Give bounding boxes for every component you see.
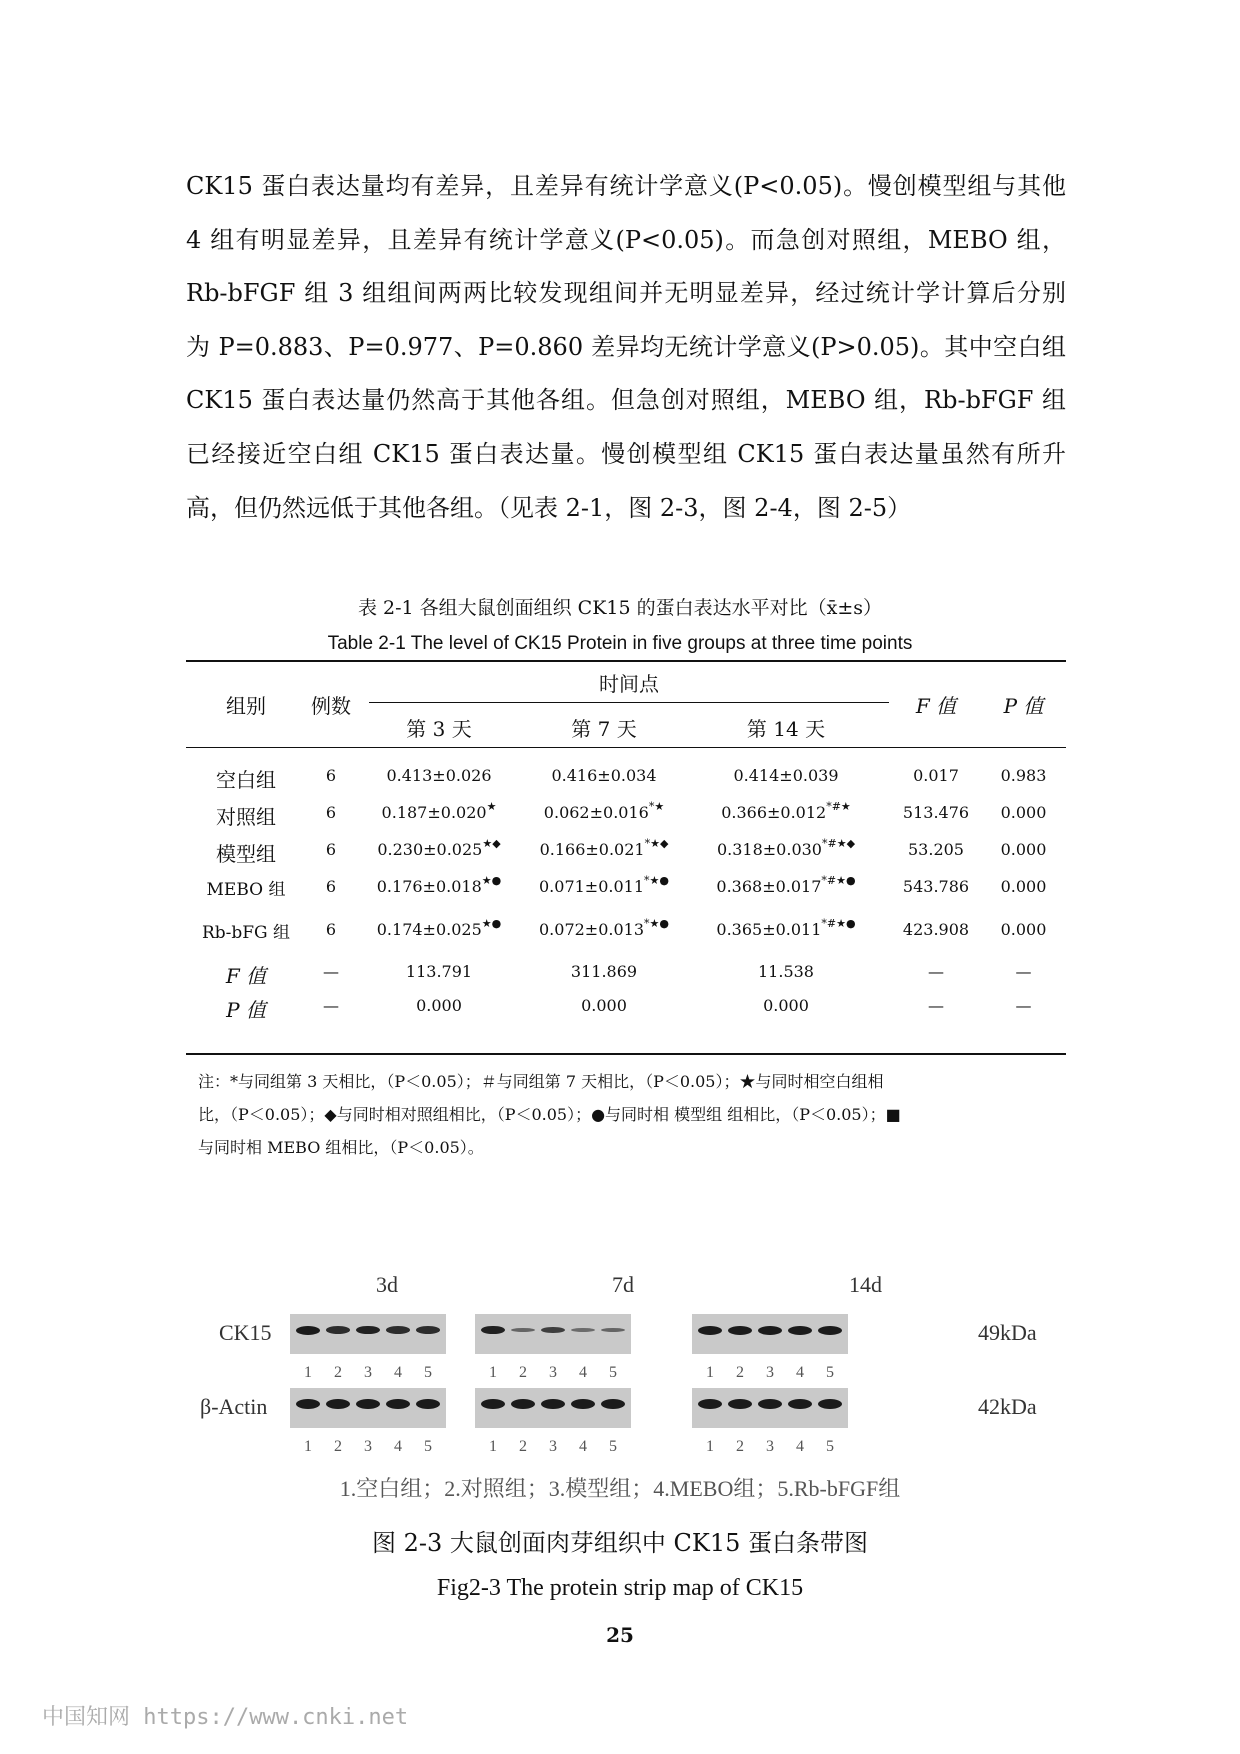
cell-value: 513.476 <box>902 803 970 822</box>
cell-value: 0.000 <box>416 996 462 1015</box>
blot-band <box>758 1399 782 1409</box>
ck15-size-label: 49kDa <box>978 1320 1037 1345</box>
significance-marker: *#★ <box>826 800 851 813</box>
table-cell-d3 <box>369 800 509 822</box>
lane-number: 5 <box>826 1438 834 1455</box>
cell-value: 0.368±0.017 <box>716 877 822 896</box>
blot-band <box>416 1399 440 1409</box>
actin-blot-strip <box>692 1388 848 1428</box>
paragraph-line: CK15 蛋白表达量仍然高于其他各组。但急创对照组，MEBO 组，Rb-bFGF 组 <box>186 386 1066 415</box>
cell-value: — <box>928 962 944 981</box>
table-cell-group <box>186 994 306 1023</box>
ck15-blot-strip <box>475 1314 631 1354</box>
blot-band <box>788 1326 812 1335</box>
note-line: 与同时相 MEBO 组相比，（P＜0.05）。 <box>198 1138 484 1157</box>
lane-number: 3 <box>364 1364 372 1381</box>
blot-band <box>818 1326 842 1335</box>
lane-number: 5 <box>826 1364 834 1381</box>
figure-legend: 1.空白组；2.对照组；3.模型组；4.MEBO组；5.Rb-bFGF组 <box>339 1476 901 1501</box>
actin-blot-strip <box>475 1388 631 1428</box>
cell-value: — <box>1015 962 1032 981</box>
header-n: 例数 <box>311 694 351 718</box>
blot-band <box>601 1399 625 1409</box>
lane-number: 3 <box>549 1438 557 1455</box>
table-cell-d7 <box>519 874 689 896</box>
cell-value: 543.786 <box>902 877 970 896</box>
cell-value: F 值 <box>225 964 267 988</box>
lane-number: 4 <box>796 1438 804 1455</box>
lane-number: 3 <box>766 1364 774 1381</box>
cell-value: 0.365±0.011 <box>716 920 822 939</box>
cell-value: 113.791 <box>405 962 473 981</box>
lane-number: 1 <box>304 1438 312 1455</box>
ck15-blot-strip <box>692 1314 848 1354</box>
blot-band <box>386 1326 410 1334</box>
cell-value: — <box>323 962 339 981</box>
table-cell-f <box>891 996 981 1015</box>
significance-marker: *★● <box>644 874 669 887</box>
cell-value: — <box>323 996 339 1015</box>
table-cell-d3 <box>369 962 509 981</box>
table-cell-n <box>296 996 366 1015</box>
table-caption-cn: 表 2-1 各组大鼠创面组织 CK15 的蛋白表达水平对比（x̄±s） <box>357 597 883 619</box>
figure-caption-en: Fig2-3 The protein strip map of CK15 <box>436 1575 804 1601</box>
table-cell-f <box>891 803 981 822</box>
page-number: 25 <box>606 1623 634 1647</box>
table-cell-n <box>296 877 366 896</box>
blot-band <box>571 1399 595 1409</box>
lane-number: 1 <box>489 1438 497 1455</box>
lane-number: 4 <box>394 1364 402 1381</box>
cell-value: 0.000 <box>1000 877 1047 896</box>
table-cell-d7 <box>519 800 689 822</box>
lane-number: 1 <box>489 1364 497 1381</box>
table-cell-d14 <box>696 874 876 896</box>
blot-band <box>571 1328 595 1332</box>
table-cell-d14 <box>696 800 876 822</box>
cell-value: 11.538 <box>758 962 814 981</box>
blot-band <box>728 1326 752 1335</box>
table-cell-d14 <box>696 962 876 981</box>
table-top-rule <box>186 660 1066 662</box>
cell-value: 0.318±0.030 <box>716 840 822 859</box>
header-day3: 第 3 天 <box>406 717 472 741</box>
blot-band <box>601 1328 625 1332</box>
table-cell-f <box>891 840 981 859</box>
table-cell-d3 <box>369 837 509 859</box>
actin-size-label: 42kDa <box>978 1394 1037 1419</box>
table-cell-d14 <box>696 837 876 859</box>
cell-value: 0.413±0.026 <box>386 766 492 785</box>
cell-value: 311.869 <box>570 962 638 981</box>
lane-number: 4 <box>579 1364 587 1381</box>
cell-value: 0.071±0.011 <box>539 877 645 896</box>
cell-value: P 值 <box>226 998 266 1022</box>
blot-band <box>416 1326 440 1334</box>
table-cell-d14 <box>696 766 876 785</box>
lane-number: 4 <box>394 1438 402 1455</box>
timepoint-label: 14d <box>849 1272 882 1297</box>
table-cell-f <box>891 920 981 939</box>
lane-number: 1 <box>304 1364 312 1381</box>
table-cell-n <box>296 766 366 785</box>
cell-value: 0.166±0.021 <box>539 840 645 859</box>
lane-number: 2 <box>736 1438 744 1455</box>
cell-value: 6 <box>325 803 337 822</box>
table-bottom-rule <box>186 1053 1066 1055</box>
cell-value: 0.017 <box>913 766 959 785</box>
table-cell-n <box>296 962 366 981</box>
cell-value: — <box>1015 996 1032 1015</box>
table-cell-d3 <box>369 917 509 939</box>
cell-value: 0.414±0.039 <box>733 766 839 785</box>
figure-caption-cn: 图 2-3 大鼠创面肉芽组织中 CK15 蛋白条带图 <box>372 1529 868 1557</box>
paragraph-line: CK15 蛋白表达量均有差异，且差异有统计学意义(P<0.05)。慢创模型组与其他 <box>186 172 1066 200</box>
cell-value: MEBO 组 <box>206 880 286 900</box>
cell-value: 0.983 <box>1000 766 1047 785</box>
significance-marker: *★◆ <box>644 837 669 850</box>
table-cell-d7 <box>519 766 689 785</box>
table-cell-group <box>186 960 306 989</box>
paragraph-line: 4 组有明显差异，且差异有统计学意义(P<0.05)。而急创对照组，MEBO 组， <box>186 225 1066 254</box>
lane-number: 4 <box>579 1438 587 1455</box>
header-p: P 值 <box>1003 694 1044 718</box>
western-blot-figure <box>186 1272 1066 1502</box>
cell-value: 0.000 <box>1000 803 1047 822</box>
significance-marker: *★● <box>644 917 669 930</box>
blot-band <box>788 1399 812 1409</box>
cell-value: 0.072±0.013 <box>539 920 645 939</box>
significance-marker: *#★● <box>821 874 856 887</box>
table-cell-n <box>296 803 366 822</box>
blot-band <box>326 1326 350 1334</box>
lane-number: 3 <box>549 1364 557 1381</box>
header-day7: 第 7 天 <box>571 717 637 741</box>
actin-row-label: β-Actin <box>200 1394 268 1419</box>
significance-marker: *#★● <box>821 917 856 930</box>
cell-value: 对照组 <box>216 805 276 829</box>
blot-band <box>356 1326 380 1335</box>
blot-band <box>541 1327 565 1333</box>
cell-value: 423.908 <box>902 920 970 939</box>
cell-value: 53.205 <box>908 840 964 859</box>
data-table <box>186 660 1066 1055</box>
blot-band <box>511 1399 535 1409</box>
lane-number: 5 <box>609 1438 617 1455</box>
lane-number: 5 <box>424 1364 432 1381</box>
paragraph-line: 已经接近空白组 CK15 蛋白表达量。慢创模型组 CK15 蛋白表达量虽然有所升 <box>186 439 1066 468</box>
table-cell-f <box>891 766 981 785</box>
paragraph-line: 为 P=0.883、P=0.977、P=0.860 差异均无统计学意义(P>0.05)。其中空白组 <box>186 332 1066 361</box>
table-notes <box>198 1065 1060 1164</box>
cell-value: 6 <box>325 840 337 859</box>
table-cell-f <box>891 877 981 896</box>
table-cell-n <box>296 840 366 859</box>
table-cell-d7 <box>519 962 689 981</box>
table-cell-f <box>891 962 981 981</box>
lane-number: 5 <box>609 1364 617 1381</box>
lane-number: 2 <box>334 1438 342 1455</box>
cell-value: 6 <box>325 920 337 939</box>
cell-value: — <box>928 996 944 1015</box>
blot-band <box>386 1399 410 1409</box>
table-cell-d3 <box>369 766 509 785</box>
table-cell-d7 <box>519 837 689 859</box>
significance-marker: ★ <box>486 800 497 813</box>
table-cell-group <box>186 801 306 830</box>
blot-band <box>541 1399 565 1409</box>
significance-marker: ★● <box>481 917 502 930</box>
blot-band <box>511 1328 535 1332</box>
body-paragraph <box>186 160 1066 535</box>
blot-band <box>296 1326 320 1335</box>
timepoint-label: 7d <box>612 1272 634 1297</box>
cell-value: 0.000 <box>581 996 627 1015</box>
paragraph-line: 高，但仍然远低于其他各组。（见表 2-1，图 2-3，图 2-4，图 2-5） <box>186 493 912 522</box>
lane-number: 5 <box>424 1438 432 1455</box>
blot-band <box>758 1326 782 1335</box>
header-timepoint: 时间点 <box>599 672 659 696</box>
lane-number: 1 <box>706 1364 714 1381</box>
note-line: 注：*与同组第 3 天相比，（P＜0.05）；＃与同组第 7 天相比，（P＜0.05）；★与同时相空白组相 <box>198 1072 884 1091</box>
table-cell-n <box>296 920 366 939</box>
timepoint-label: 3d <box>376 1272 398 1297</box>
paragraph-line: Rb-bFGF 组 3 组组间两两比较发现组间并无明显差异，经过统计学计算后分别 <box>186 279 1066 308</box>
blot-band <box>356 1399 380 1409</box>
significance-marker: ★● <box>481 874 502 887</box>
table-cell-d7 <box>519 917 689 939</box>
table-cell-group <box>186 764 306 793</box>
lane-number: 2 <box>519 1438 527 1455</box>
table-cell-d14 <box>696 917 876 939</box>
cell-value: 6 <box>325 877 337 896</box>
table-cell-d3 <box>369 996 509 1015</box>
table-cell-p <box>981 803 1066 822</box>
cell-value: 0.416±0.034 <box>551 766 657 785</box>
table-cell-p <box>981 996 1066 1015</box>
blot-band <box>326 1399 350 1409</box>
table-cell-p <box>981 877 1066 896</box>
lane-number: 4 <box>796 1364 804 1381</box>
actin-blot-strip <box>290 1388 446 1428</box>
cell-value: 0.187±0.020 <box>381 803 487 822</box>
table-cell-group <box>186 838 306 867</box>
table-cell-p <box>981 766 1066 785</box>
header-f: F 值 <box>915 694 957 718</box>
cell-value: 空白组 <box>216 768 276 792</box>
lane-number: 2 <box>736 1364 744 1381</box>
cell-value: 模型组 <box>216 842 276 866</box>
cell-value: 0.000 <box>1000 840 1047 859</box>
cell-value: 6 <box>325 766 337 785</box>
cell-value: 0.000 <box>763 996 809 1015</box>
header-day14: 第 14 天 <box>746 717 826 741</box>
table-caption-en: Table 2-1 The level of CK15 Protein in five groups at three time points <box>327 633 913 654</box>
blot-band <box>698 1399 722 1409</box>
significance-marker: *#★◆ <box>821 837 856 850</box>
blot-band <box>698 1326 722 1335</box>
table-cell-p <box>981 840 1066 859</box>
blot-band <box>818 1399 842 1409</box>
significance-marker: *★ <box>648 800 665 813</box>
blot-band <box>481 1326 505 1335</box>
table-cell-p <box>981 920 1066 939</box>
lane-number: 3 <box>766 1438 774 1455</box>
table-header-rule <box>186 747 1066 748</box>
cell-value: 0.230±0.025 <box>377 840 483 859</box>
blot-band <box>296 1399 320 1409</box>
lane-number: 1 <box>706 1438 714 1455</box>
cell-value: 0.000 <box>1000 920 1047 939</box>
lane-number: 3 <box>364 1438 372 1455</box>
table-sub-rule <box>369 702 889 703</box>
cell-value: 0.062±0.016 <box>543 803 649 822</box>
ck15-row-label: CK15 <box>219 1320 272 1345</box>
table-cell-d7 <box>519 996 689 1015</box>
lane-number: 2 <box>519 1364 527 1381</box>
lane-number: 2 <box>334 1364 342 1381</box>
ck15-blot-strip <box>290 1314 446 1354</box>
cell-value: 0.366±0.012 <box>721 803 827 822</box>
blot-band <box>481 1399 505 1409</box>
table-cell-p <box>981 962 1066 981</box>
note-line: 比，（P＜0.05）；◆与同时相对照组相比，（P＜0.05）；●与同时相 模型组 组相比，（P＜0.05）；■ <box>198 1105 901 1124</box>
blot-band <box>728 1399 752 1409</box>
table-cell-d3 <box>369 874 509 896</box>
cell-value: Rb-bFG 组 <box>201 923 291 943</box>
watermark: 中国知网 https://www.cnki.net <box>42 1705 409 1730</box>
cell-value: 0.174±0.025 <box>376 920 482 939</box>
cell-value: 0.176±0.018 <box>376 877 482 896</box>
table-cell-d14 <box>696 996 876 1015</box>
table-cell-group <box>186 875 306 900</box>
header-group: 组别 <box>226 694 266 718</box>
table-cell-group <box>186 918 306 943</box>
significance-marker: ★◆ <box>482 837 501 850</box>
